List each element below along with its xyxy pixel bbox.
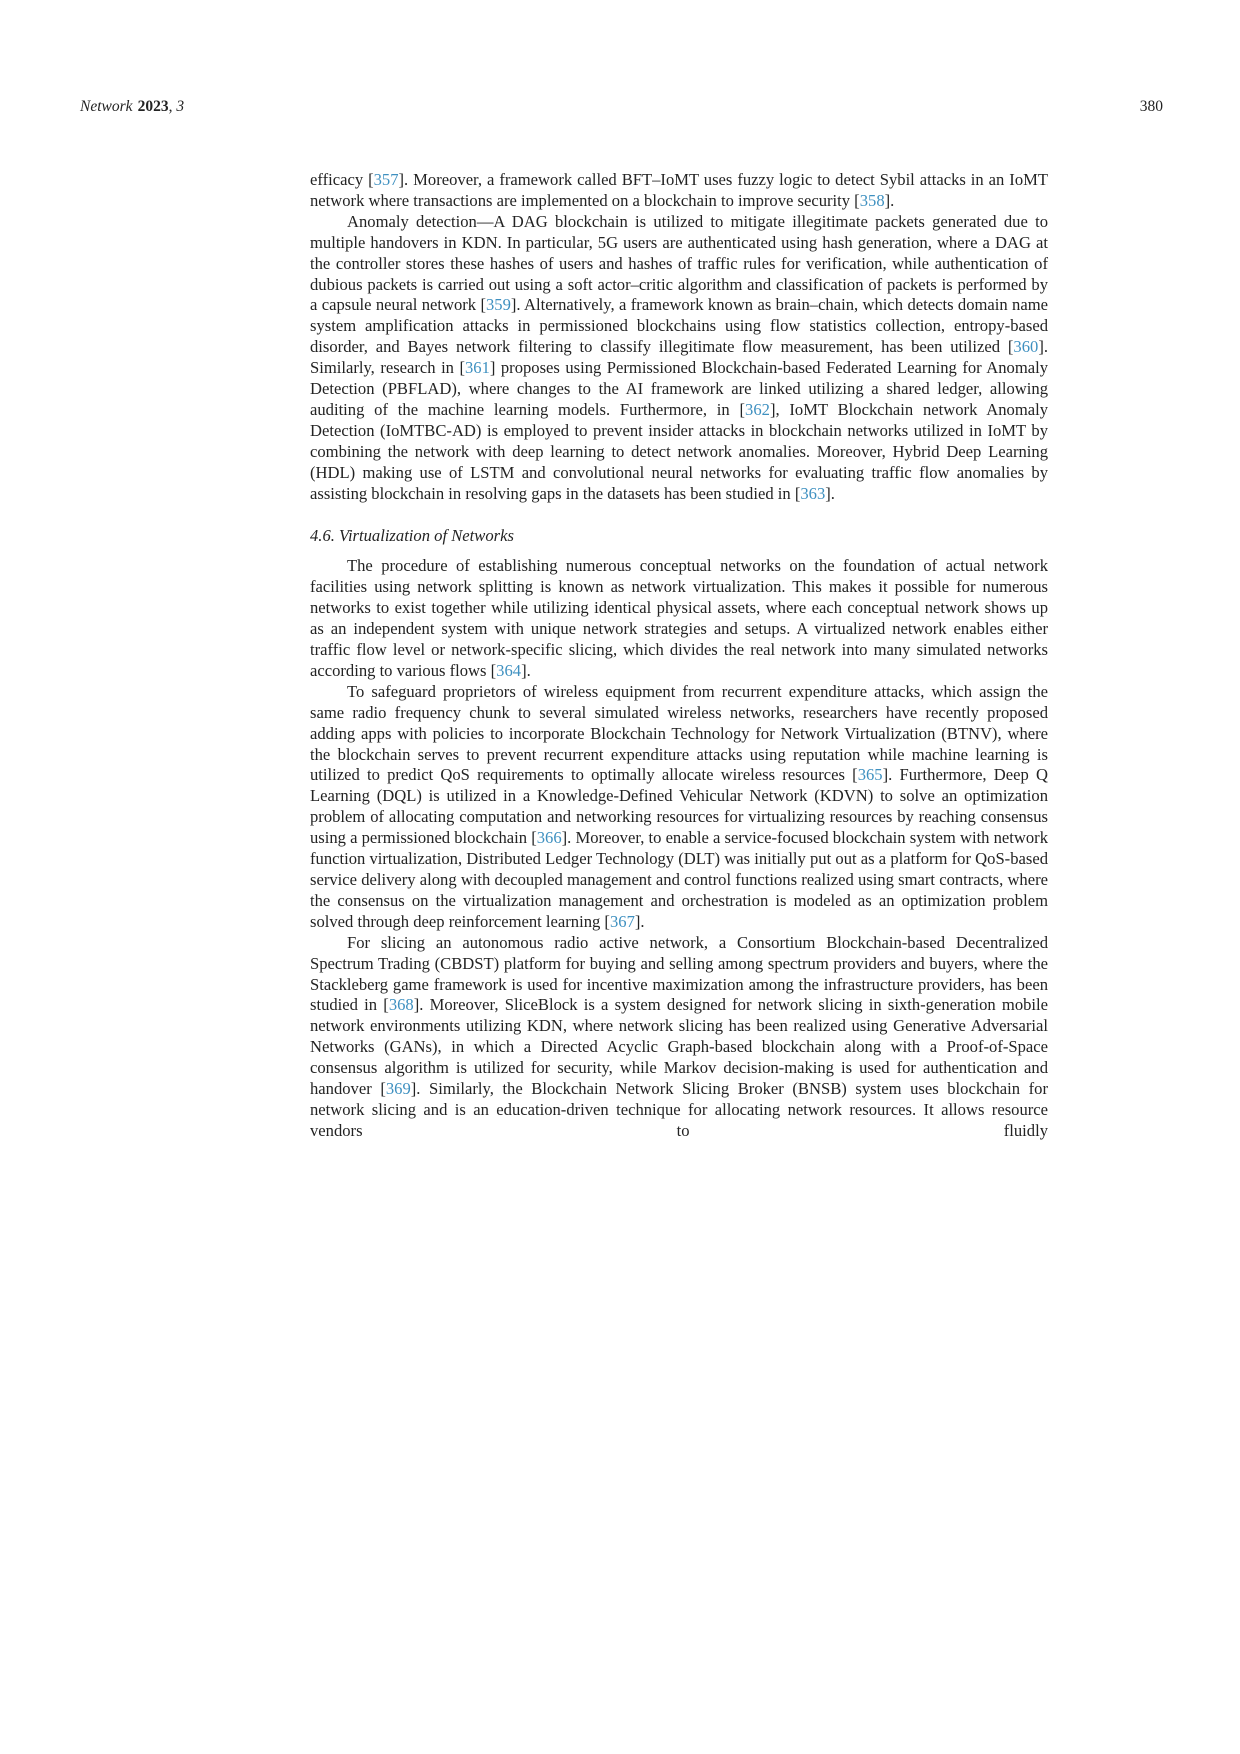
page-header (80, 97, 1163, 116)
text-run: ]. Furthermore, Deep Q Learning (DQL) is utilized in a Knowledge-Defined Vehicular Network (KDVN) to solve an optimization problem of allocating computation and networking resources for virtualizing resources by reaching consensus using a permissioned blockchain [ (310, 765, 1049, 848)
text-run: efficacy [ (310, 170, 374, 189)
citation-link[interactable]: 359 (486, 295, 511, 315)
citation-link[interactable]: 360 (1013, 337, 1039, 357)
paragraph (310, 933, 1048, 1142)
citation-link[interactable]: 366 (536, 828, 562, 848)
citation-link[interactable]: 364 (496, 660, 522, 680)
citation-link[interactable]: 362 (745, 399, 770, 419)
text-run: ]. Similarly, research in [ (310, 337, 1048, 378)
section-heading: 4.6. Virtualization of Networks (310, 525, 514, 545)
text-run: ]. Moreover, SliceBlock is a system designed for network slicing in sixth-generation mobile network environments utilizing KDN, where network slicing has been realized using Generative Adversarial Networks (GANs), in which a Directed Acyclic Graph-based blockchain along with a Proof-of-Space consensus algorithm is utilized for security, while Markov decision-making is used for authentication and handover [ (310, 995, 1048, 1099)
article-body (310, 170, 1048, 1142)
text-run: The procedure of establishing numerous conceptual networks on the foundation of actual network facilities using network splitting is known as network virtualization. This makes it possible for numerous networks to exist together while utilizing identical physical assets, where each conceptual network shows up as an independent system with unique network strategies and setups. A virtualized network enables either traffic flow level or network-specific slicing, which divides the real network into many simulated networks according to various flows [ (310, 556, 1048, 680)
citation-link[interactable]: 369 (385, 1079, 411, 1099)
text-run: ]. Moreover, to enable a service-focused blockchain system with network function virtualization, Distributed Ledger Technology (DLT) was initially put out as a platform for QoS-based service delivery along with decoupled management and control functions realized using smart contracts, where the consensus on the virtualization management and orchestration is modeled as an optimization problem solved through deep reinforcement learning [ (310, 828, 1049, 931)
text-run: ]. (884, 190, 895, 210)
citation-link[interactable]: 363 (800, 483, 826, 503)
paragraph (310, 212, 1048, 505)
text-run: ]. Alternatively, a framework known as brain–chain, which detects domain name system amplification attacks in permissioned blockchains using flow statistics collection, entropy-based disorder, and Bayes network filtering to classify illegitimate flow measurement, has been utilized [ (310, 295, 1048, 357)
paragraph (310, 682, 1048, 933)
text-run: ]. (825, 483, 835, 503)
text-run: ], IoMT Blockchain network Anomaly Detection (IoMTBC-AD) is employed to prevent insider attacks in blockchain networks utilized in IoMT by combining the network with deep learning to detect network anomalies. Moreover, Hybrid Deep Learning (HDL) making use of LSTM and convolutional neural networks for evaluating traffic flow anomalies by assisting blockchain in resolving gaps in the datasets has been studied in [ (310, 399, 1048, 503)
journal-reference (80, 97, 184, 116)
page-number: 380 (1139, 98, 1163, 115)
citation-link[interactable]: 368 (388, 995, 414, 1015)
text-run: For slicing an autonomous radio active network, a Consortium Blockchain-based Decentralized Spectrum Trading (CBDST) platform for buying and selling among spectrum providers and buyers, where the Stackleberg game framework is used for incentive maximization among the infrastructure providers, has been studied in [ (310, 932, 1048, 1015)
text-run: ]. (521, 660, 531, 680)
paragraph (310, 556, 1048, 681)
journal-year: 2023 (137, 98, 169, 115)
text-run: ]. (634, 911, 645, 931)
text-run: ]. Moreover, a framework called BFT–IoMT uses fuzzy logic to detect Sybil attacks in an IoMT network where transactions are implemented on a blockchain to improve security [ (310, 170, 1049, 210)
citation-link[interactable]: 357 (373, 170, 399, 189)
citation-link[interactable]: 361 (464, 358, 490, 378)
citation-link[interactable]: 358 (859, 190, 885, 210)
citation-link[interactable]: 367 (609, 911, 635, 931)
citation-link[interactable]: 365 (857, 765, 883, 785)
text-run: To safeguard proprietors of wireless equipment from recurrent expenditure attacks, which assign the same radio frequency chunk to several simulated wireless networks, researchers have recently proposed adding apps with policies to incorporate Blockchain Technology for Network Virtualization (BTNV), where the blockchain serves to prevent recurrent expenditure attacks using reputation while machine learning is utilized to predict QoS requirements to optimally allocate wireless resources [ (310, 681, 1048, 785)
journal-volume: 3 (176, 98, 185, 115)
text-run: ] proposes using Permissioned Blockchain-based Federated Learning for Anomaly Detection (PBFLAD), where changes to the AI framework are linked utilizing a shared ledger, allowing auditing of the machine learning models. Furthermore, in [ (310, 358, 1048, 419)
journal-name: Network (80, 98, 133, 115)
journal-separator: , (168, 98, 177, 115)
text-run: Anomaly detection—A DAG blockchain is utilized to mitigate illegitimate packets generated due to multiple handovers in KDN. In particular, 5G users are authenticated using hash generation, where a DAG at the controller stores these hashes of users and hashes of traffic rules for verification, while authentication of dubious packets is carried out using a soft actor–critic algorithm and classification of packets is performed by a capsule neural network [ (310, 211, 1048, 315)
paragraph (310, 170, 1048, 212)
text-run: ]. Similarly, the Blockchain Network Slicing Broker (BNSB) system uses blockchain for network slicing and is an education-driven technique for allocating network resources. It allows resource vendors to fluidly (310, 1079, 1048, 1140)
